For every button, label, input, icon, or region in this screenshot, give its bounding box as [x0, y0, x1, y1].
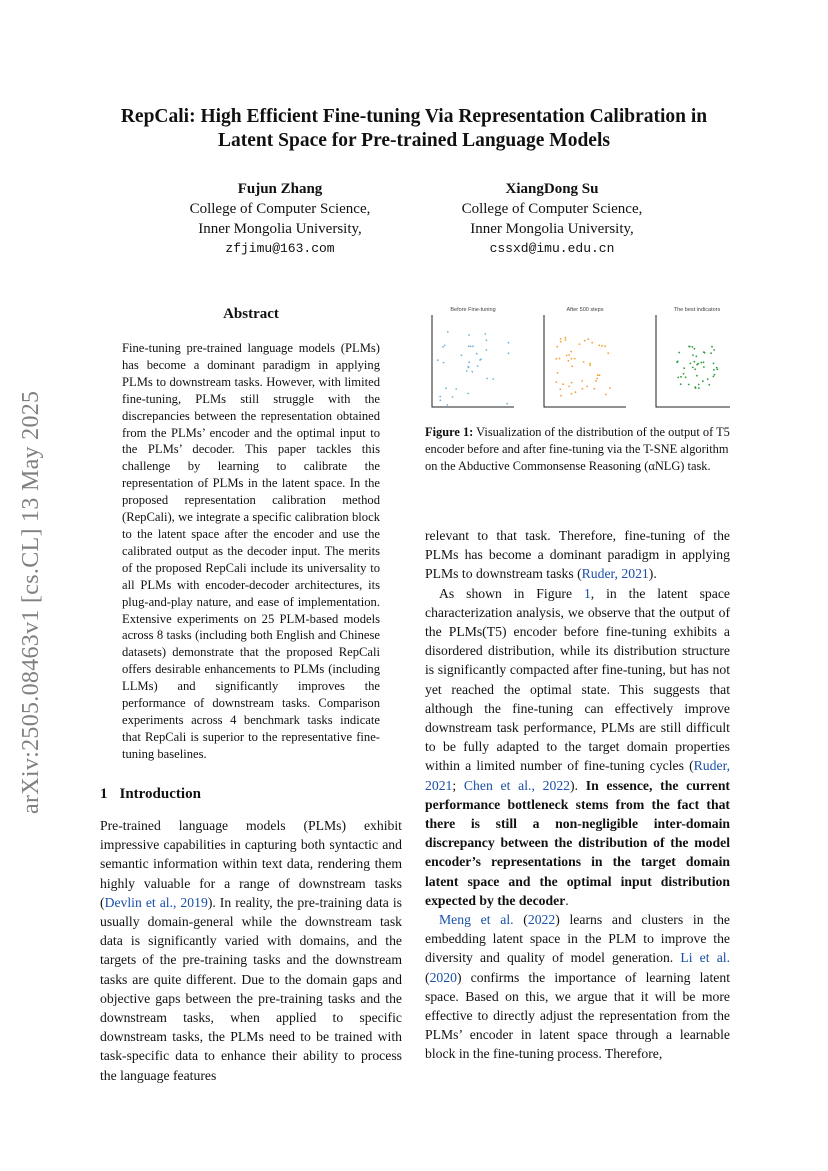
section-title: Introduction	[119, 786, 201, 802]
text-run: ).	[648, 566, 657, 582]
author-affiliation: Inner Mongolia University,	[198, 221, 362, 237]
scatter-point	[694, 348, 696, 350]
scatter-point	[570, 351, 572, 353]
scatter-point	[599, 374, 601, 376]
scatter-point	[604, 345, 606, 347]
scatter-point	[714, 374, 716, 376]
caption-label: Figure 1:	[425, 425, 474, 439]
citation-link[interactable]: Ruder, 2021	[425, 758, 730, 793]
scatter-point	[486, 378, 488, 380]
scatter-point	[447, 331, 449, 333]
scatter-point	[565, 339, 567, 341]
scatter-point	[694, 361, 696, 363]
scatter-point	[560, 338, 562, 340]
scatter-point	[581, 380, 583, 382]
right-column	[425, 526, 730, 1064]
scatter-point	[713, 369, 715, 371]
scatter-point	[566, 355, 568, 357]
citation-link[interactable]: Devlin et al., 2019	[104, 894, 208, 910]
scatter-point	[700, 362, 702, 364]
scatter-point	[582, 388, 584, 390]
scatter-point	[695, 355, 697, 357]
scatter-point	[683, 367, 685, 369]
scatter-point	[677, 377, 679, 379]
author-affiliation: College of Computer Science,	[189, 201, 371, 217]
author-name: Fujun Zhang	[237, 181, 323, 197]
scatter-point	[472, 345, 474, 347]
scatter-point	[692, 354, 694, 356]
scatter-point	[691, 346, 693, 348]
figure-ref-link[interactable]: 1	[583, 585, 591, 601]
scatter-point	[594, 388, 596, 390]
text-run: , in the latent space characterization analysis, we observe that the output of the PLMs(T5) encoder before fine-tuning exhibits a disordered distribution, while its distribution structure is significantly compacted after fine-tuning, but has not yet reached the optimal state. This suggests that although the fine-tuning can effectively improve downstream task performance, PLMs are still difficult to be fully adapted to the target domain properties within a limited number of fine-tuning cycles (	[425, 585, 730, 774]
scatter-point	[446, 404, 448, 406]
scatter-point	[555, 358, 557, 360]
scatter-point	[716, 369, 718, 371]
scatter-point	[698, 384, 700, 386]
intro-paragraph	[100, 816, 402, 1085]
author-email: cssxd@imu.edu.cn	[489, 241, 615, 256]
scatter-point	[589, 363, 591, 365]
scatter-point	[466, 370, 468, 372]
scatter-point	[713, 376, 715, 378]
scatter-point	[467, 366, 469, 368]
scatter-point	[591, 342, 593, 344]
scatter-point	[443, 362, 445, 364]
scatter-point	[556, 346, 558, 348]
panel-title: Before Fine-tuning	[450, 307, 496, 313]
scatter-point	[710, 352, 712, 354]
scatter-point	[455, 388, 457, 390]
scatter-point	[480, 358, 482, 360]
scatter-point	[437, 359, 439, 361]
scatter-point	[560, 395, 562, 397]
panel-title: The best indicators	[673, 307, 721, 313]
arxiv-stamp: arXiv:2505.08463v1 [cs.CL] 13 May 2025	[18, 390, 44, 814]
text-run: Pre-trained language models (PLMs) exhibit impressive capabilities in capturing both syntactic and semantic information within text data, rendering them highly valuable for a range of downstream tasks (	[100, 818, 402, 910]
emphasis-text: In essence, the current performance bottleneck stems from the fact that there is still a non-negligible inter-domain discrepancy between the distribution of the model encoder’s representations in the target domain latent space and the optimal input distribution expected by the decoder	[425, 777, 730, 908]
text-run: ).	[570, 777, 586, 793]
scatter-point	[568, 354, 570, 356]
scatter-point	[560, 341, 562, 343]
citation-link[interactable]: Meng et al.	[439, 912, 514, 928]
scatter-point	[506, 403, 508, 405]
scatter-point	[716, 367, 718, 369]
scatter-point	[696, 375, 698, 377]
figure-caption	[425, 424, 730, 475]
figure-1	[428, 303, 730, 411]
panel-axes	[656, 315, 730, 407]
paragraph	[425, 584, 730, 910]
scatter-point	[508, 352, 510, 354]
scatter-point	[595, 380, 597, 382]
text-run: ) learns and clusters in the embedding latent space in the PLM to improve the diversity and quality of model generation.	[425, 912, 730, 966]
section-number: 1	[100, 786, 108, 802]
scatter-point	[609, 387, 611, 389]
scatter-point	[676, 361, 678, 363]
scatter-point	[568, 360, 570, 362]
scatter-point	[571, 365, 573, 367]
text-run: relevant to that task. Therefore, fine-tuning of the PLMs has become a dominant paradigm in applying PLMs to downstream tasks (	[425, 528, 730, 582]
scatter-point	[476, 353, 478, 355]
scatter-point	[468, 334, 470, 336]
paragraph	[425, 526, 730, 584]
scatter-point	[601, 345, 603, 347]
scatter-point	[452, 396, 454, 398]
scatter-point	[607, 352, 609, 354]
scatter-point	[680, 383, 682, 385]
text-run: ;	[452, 777, 464, 793]
scatter-point	[702, 380, 704, 382]
panel-axes	[544, 315, 626, 407]
author-name: XiangDong Su	[505, 181, 599, 197]
scatter-point	[477, 365, 479, 367]
scatter-point	[692, 367, 694, 369]
author-block	[160, 179, 400, 259]
scatter-point	[471, 371, 473, 373]
scatter-point	[695, 387, 697, 389]
scatter-point	[711, 346, 713, 348]
text-run: (	[513, 912, 528, 928]
abstract-body: Fine-tuning pre-trained language models (PLMs) has become a dominant paradigm in applying PLMs to downstream tasks. However, with limited fine-tuning, PLMs still struggle with the discrepancies between the representation obtained from the PLMs’ encoder and the optimal input to the PLMs’ decoder. This paper tackles this challenge by learning to calibrate the representation of PLMs in the latent space. In the proposed representation calibration method (RepCali), we integrate a specific calibration block to the latent space after the encoder and use the calibrated output as the decoder input. The merits of the proposed RepCali include its universality to all PLMs with encoder-decoder architectures, its plug-and-play nature, and ease of implementation. Extensive experiments on 25 PLM-based models across 8 tasks (including both English and Chinese datasets) demonstrate that the proposed RepCali offers desirable enhancements to PLMs (including LLMs) and significantly improves the performance of downstream tasks. Comparison experiments across 4 benchmark tasks indicate that RepCali is superior to the representative fine-tuning baselines.	[122, 341, 380, 761]
scatter-point	[568, 386, 570, 388]
author-affiliation: Inner Mongolia University,	[470, 221, 634, 237]
scatter-point	[596, 378, 598, 380]
scatter-point	[467, 393, 469, 395]
scatter-point	[444, 345, 446, 347]
scatter-point	[439, 396, 441, 398]
text-run: ). In reality, the pre-training data is usually domain-general while the downstream task data is significantly varied with domains, and the targets of the pre-training tasks and the downstream tasks are quite different. Due to the domain gaps and objective gaps between the pre-training tasks and the downstream tasks, when applied to specific downstream tasks, the PLMs need to be trained with task-specific data to enhance their ability to process the language features	[100, 894, 402, 1083]
scatter-point	[484, 333, 486, 335]
panel-title: After 500 steps	[566, 307, 604, 313]
scatter-point	[605, 394, 607, 396]
scatter-point	[461, 354, 463, 356]
citation-link[interactable]: 2022	[527, 912, 556, 928]
paragraph	[425, 910, 730, 1064]
scatter-point	[555, 381, 557, 383]
scatter-point	[492, 378, 494, 380]
scatter-point	[565, 337, 567, 339]
abstract-heading: Abstract	[223, 306, 279, 322]
scatter-point	[583, 361, 585, 363]
paper-title: RepCali: High Efficient Fine-tuning Via Representation Calibration in Latent Space for Pre-trained Language Models	[120, 106, 708, 151]
scatter-point	[470, 346, 472, 348]
section-heading	[100, 786, 201, 803]
scatter-point	[689, 346, 691, 348]
scatter-point	[707, 378, 709, 380]
scatter-point	[442, 346, 444, 348]
scatter-point	[468, 361, 470, 363]
scatter-point	[680, 376, 682, 378]
scatter-point	[703, 361, 705, 363]
scatter-point	[703, 366, 705, 368]
scatter-point	[678, 352, 680, 354]
author-affiliation: College of Computer Science,	[461, 201, 643, 217]
author-email: zfjimu@163.com	[225, 241, 335, 256]
scatter-point	[508, 342, 510, 344]
scatter-point	[575, 391, 577, 393]
scatter-point	[597, 374, 599, 376]
scatter-point	[694, 368, 696, 370]
panel-axes	[432, 315, 514, 407]
scatter-point	[683, 373, 685, 375]
scatter-point	[574, 358, 576, 360]
scatter-point	[704, 352, 706, 354]
scatter-point	[685, 376, 687, 378]
scatter-point	[713, 349, 715, 351]
scatter-point	[688, 384, 690, 386]
scatter-point	[559, 358, 561, 360]
citation-link[interactable]: Li et al.	[680, 950, 730, 966]
text-run: As shown in Figure	[439, 585, 584, 601]
scatter-point	[696, 364, 698, 366]
scatter-point	[589, 364, 591, 366]
citation-link[interactable]: Chen et al., 2022	[463, 777, 571, 793]
scatter-point	[579, 343, 581, 345]
scatter-point	[689, 363, 691, 365]
text-run: (	[425, 969, 430, 985]
scatter-point	[486, 349, 488, 351]
scatter-point	[445, 387, 447, 389]
tsne-figure	[428, 303, 730, 411]
scatter-point	[557, 372, 559, 374]
scatter-point	[571, 393, 573, 395]
scatter-point	[468, 345, 470, 347]
scatter-point	[486, 339, 488, 341]
text-run: ) confirms the importance of learning latent space. Based on this, we argue that it will be more effective to directly adjust the representation from the PLMs’ encoder in latent space through a learnable block in the fine-tuning process. Therefore,	[425, 969, 730, 1062]
scatter-point	[713, 363, 715, 365]
author-block	[432, 179, 672, 259]
scatter-point	[571, 382, 573, 384]
scatter-point	[598, 345, 600, 347]
caption-text: Visualization of the distribution of the output of T5 encoder before and after fine-tuning via the T-SNE algorithm on the Abductive Commonsense Reasoning (αNLG) task.	[425, 425, 730, 473]
scatter-point	[587, 338, 589, 340]
scatter-point	[571, 358, 573, 360]
citation-link[interactable]: Ruder, 2021	[581, 566, 649, 582]
scatter-point	[708, 384, 710, 386]
scatter-point	[439, 399, 441, 401]
scatter-point	[562, 383, 564, 385]
scatter-point	[586, 386, 588, 388]
scatter-point	[584, 340, 586, 342]
text-run: .	[565, 892, 569, 908]
scatter-point	[698, 387, 700, 389]
citation-link[interactable]: 2020	[429, 969, 457, 985]
scatter-point	[559, 389, 561, 391]
